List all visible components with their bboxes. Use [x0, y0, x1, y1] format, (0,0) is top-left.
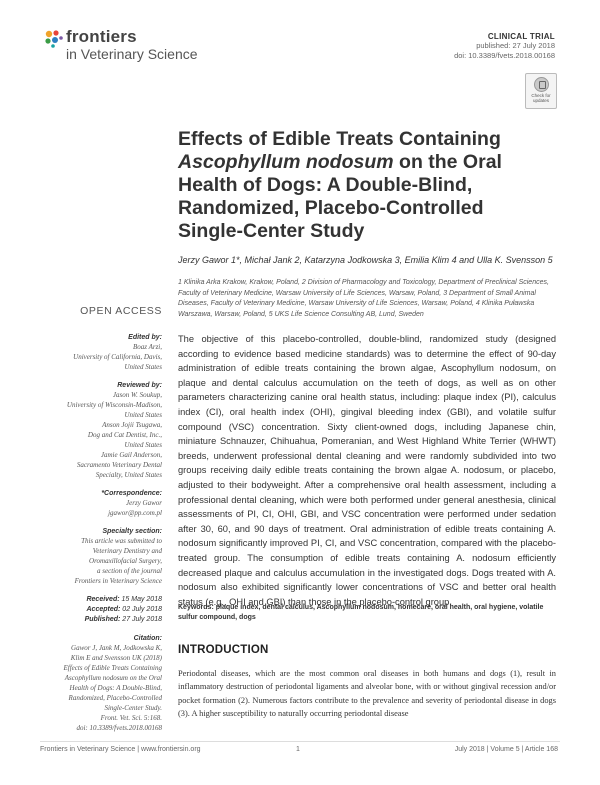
correspondence-heading: *Correspondence: — [101, 490, 162, 497]
published-date: published: 27 July 2018 — [476, 41, 555, 50]
footer-issue-info: July 2018 | Volume 5 | Article 168 — [454, 746, 558, 753]
reviewer-line: Specialty, United States — [95, 471, 162, 479]
check-updates-icon — [534, 77, 549, 92]
specialty-line: Frontiers in Veterinary Science — [74, 577, 162, 585]
citation-line: Health of Dogs: A Double-Blind, — [69, 684, 162, 692]
specialty-line: a section of the journal — [97, 567, 162, 575]
edited-by-line: United States — [124, 363, 162, 371]
received-label: Received: — [86, 596, 120, 603]
journal-logo[interactable] — [44, 27, 244, 72]
footer-journal-link[interactable]: Frontiers in Veterinary Science | www.frontiersin.org — [40, 746, 201, 753]
logo-name: frontiers — [66, 27, 137, 46]
reviewed-by-heading: Reviewed by: — [117, 382, 162, 389]
specialty-line: Oromaxillofacial Surgery, — [89, 557, 162, 565]
reviewer-line: United States — [124, 441, 162, 449]
citation-line: Klim E and Svensson UK (2018) — [70, 654, 162, 662]
keywords: Keywords: plaque index, dental calculus, Ascophyllum nodosum, homecare, oral health, oral hygiene, volatile sulfur compound, dogs — [178, 604, 544, 621]
section-heading-introduction: INTRODUCTION — [178, 644, 269, 656]
edited-by-line: Boaz Arzi, — [132, 343, 162, 351]
specialty-line: Veterinary Dentistry and — [92, 547, 162, 555]
citation-line: Front. Vet. Sci. 5:168. — [100, 714, 162, 722]
title-line-5: Single-Center Study — [178, 220, 365, 242]
edited-by-heading: Edited by: — [128, 334, 162, 341]
reviewer-line: Dog and Cat Dentist, Inc., — [87, 431, 162, 439]
accepted-date: 02 July 2018 — [122, 606, 162, 613]
page-number: 1 — [296, 746, 300, 753]
specialty-heading: Specialty section: — [102, 528, 162, 535]
badge-label: Check for updates — [531, 93, 551, 103]
title-line-1: Effects of Edible Treats Containing — [178, 128, 501, 150]
published-label: Published: — [84, 616, 121, 623]
reviewer-line: United States — [124, 411, 162, 419]
citation-line: Randomized, Placebo-Controlled — [68, 694, 162, 702]
reviewer-line: Anson Jojii Tsugawa, — [102, 421, 162, 429]
introduction-text: Periodontal diseases, which are the most common oral diseases in both humans and dogs (1), result in inflammatory destruction of periodontal ligaments and alveolar bone, with or without gingival recession and/or pocket formation (2). Numerous factors contribute to the prevalence and severity of periodontal disease in dogs (3). A higher susceptibility to naturally occurring periodontal disease — [178, 669, 556, 719]
accepted-label: Accepted: — [86, 606, 121, 613]
citation-heading: Citation: — [133, 635, 162, 642]
reviewer-line: Jason W. Soukup, — [112, 391, 162, 399]
reviewer-line: University of Wisconsin-Madison, — [66, 401, 162, 409]
footer-divider — [40, 741, 560, 742]
correspondence-name: Jerzy Gawor — [126, 499, 162, 507]
abstract: The objective of this placebo-controlled, double-blind, randomized study (designed according to evidence based medicine standards) was to determine the effect of 90-day administration of edible treats containing the brown algae, Ascophyllum nodosum, on plaque and dental calculus accumulation on the teeth of dogs, as well as on other parameters characterizing canine oral health status, including: plaque index (PI), calculus index (CI), oral health index (OHI), gingival bleeding index (GBI), and volatile sulfur compound (VSC) concentration. Sixty client-owned dogs, including Japanese chin, miniature Schnauzer, Chihuahua, Pomeranian, and West Highland White Terrier (WHWT) breeds, underwent professional dental cleaning and were randomly subdivided into two groups receiving daily edible treats containing the brown algae A. nodosum, or placebo, adjusted to their bodyweight. After a comprehensive oral health assessment, including a professional dental cleaning, which were both performed under general anesthesia, clinical assessments of PI, CI, OHI, GBI, and VSC concentration were performed under sedation after 30, 60, and 90 days of treatment. Oral administration of edible treats containing A. nodosum significantly improved PI, CI, and VSC concentration, compared with the placebo-treated group. The consumption of edible treats containing A. nodosum efficiently decreased plaque and calculus accumulation in the investigated dogs. Dogs treated with A. nodosum also exhibited significantly lower concentrations of VSC and better oral health status (e.g., OHI and GBI) than those in the placebo-control group. — [178, 334, 556, 607]
citation-doi[interactable]: doi: 10.3389/fvets.2018.00168 — [76, 724, 162, 732]
title-line-4: Randomized, Placebo-Controlled — [178, 197, 484, 219]
title-line-3: Health of Dogs: A Double-Blind, — [178, 174, 473, 196]
author-list: Jerzy Gawor 1*, Michał Jank 2, Katarzyna Jodkowska 3, Emilia Klim 4 and Ulla K. Svensson 5 — [178, 255, 553, 265]
article-title — [178, 128, 558, 243]
published-row — [40, 615, 162, 625]
check-for-updates-badge[interactable] — [525, 73, 557, 109]
correspondence-email[interactable]: jgawor@pp.com.pl — [108, 509, 162, 517]
affiliations: 1 Klinika Arka Krakow, Krakow, Poland, 2 Division of Pharmacology and Toxicology, Department of Preclinical Sciences, Faculty of Veterinary Medicine, Warsaw University of Life Sciences, Warsaw, Poland, 3 Department of Small Animal Diseases, Faculty of Veterinary Medicine, Warsaw University of Life Sciences, Warsaw, Poland, 4 Klinika Puławska Warszawa, Warsaw, Poland, 5 UKS Life Science Consulting AB, Lund, Sweden — [178, 279, 549, 318]
reviewer-line: Sacramento Veterinary Dental — [76, 461, 162, 469]
citation-line: Effects of Edible Treats Containing — [63, 664, 162, 672]
article-type: CLINICAL TRIAL — [487, 32, 555, 41]
frontiers-logo-icon — [44, 29, 64, 49]
received-row — [40, 595, 162, 605]
logo-journal-name: in Veterinary Science — [66, 46, 198, 62]
article-sidebar — [40, 305, 162, 733]
title-italic-species: Ascophyllum nodosum — [178, 151, 394, 173]
specialty-line: This article was submitted to — [81, 537, 162, 545]
accepted-row — [40, 605, 162, 615]
article-doi[interactable]: doi: 10.3389/fvets.2018.00168 — [454, 51, 555, 60]
title-line-2-rest: on the Oral — [393, 151, 502, 173]
reviewer-line: Jamie Gail Anderson, — [100, 451, 162, 459]
published-date-sidebar: 27 July 2018 — [122, 616, 162, 623]
citation-line: Single-Center Study. — [104, 704, 162, 712]
received-date: 15 May 2018 — [121, 596, 162, 603]
open-access-label: OPEN ACCESS — [80, 305, 162, 317]
citation-line: Gawor J, Jank M, Jodkowska K, — [71, 644, 162, 652]
title-line-2 — [178, 151, 558, 174]
article-meta — [454, 32, 555, 61]
edited-by-line: University of California, Davis, — [73, 353, 162, 361]
citation-line: Ascophyllum nodosum on the Oral — [64, 674, 162, 682]
